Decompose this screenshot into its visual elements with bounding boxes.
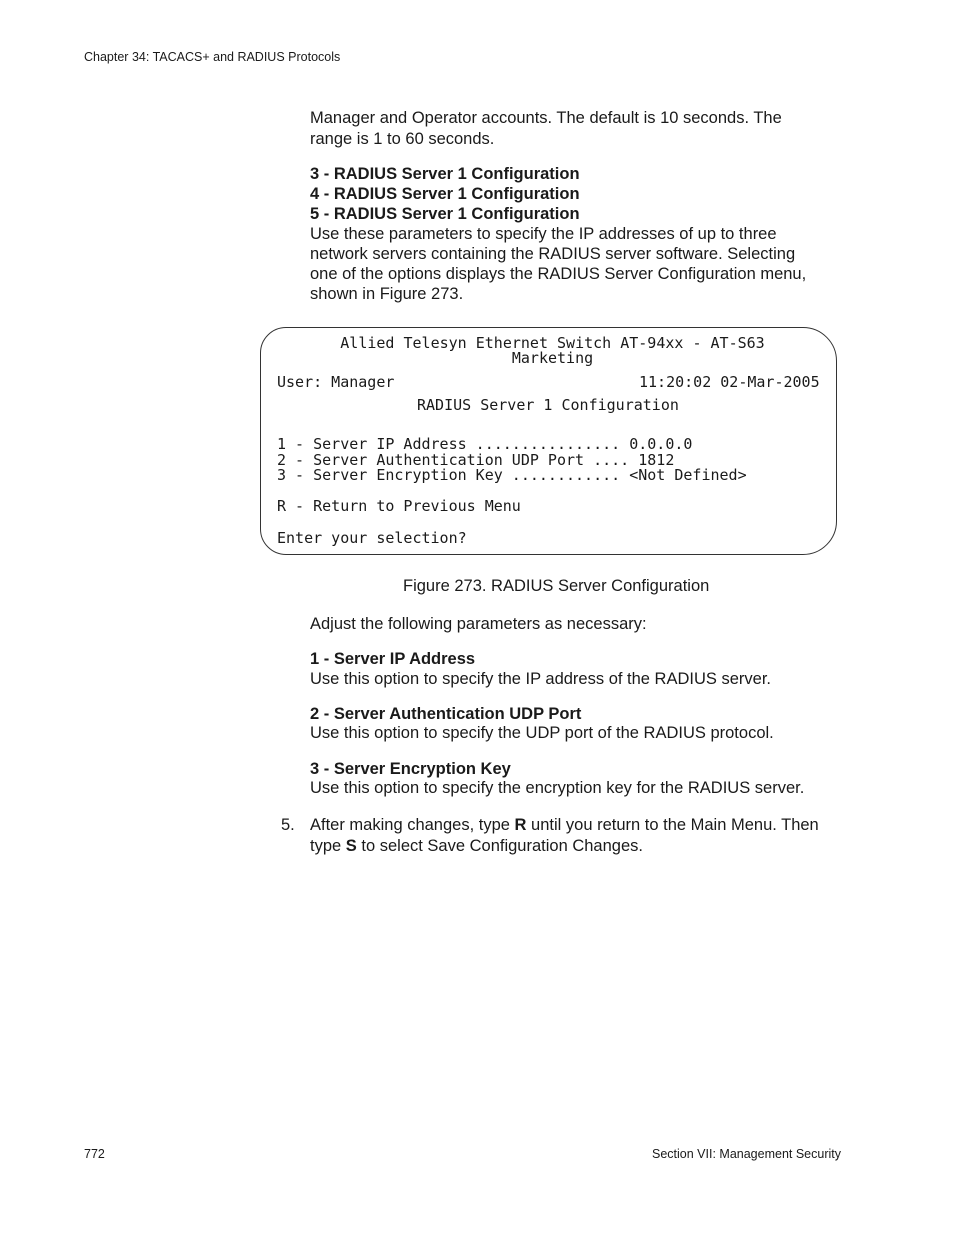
param-title-udp-port: 2 - Server Authentication UDP Port	[310, 705, 582, 723]
description-line: network servers containing the RADIUS server software. Selecting	[310, 245, 796, 263]
running-header: Chapter 34: TACACS+ and RADIUS Protocols	[84, 50, 341, 64]
step-text: After making changes, type	[310, 816, 515, 834]
param-desc-encryption-key: Use this option to specify the encryption key for the RADIUS server.	[310, 779, 805, 797]
step-text: until you return to the Main Menu. Then	[526, 816, 819, 834]
description-line: Use these parameters to specify the IP addresses of up to three	[310, 225, 777, 243]
description-line: shown in Figure 273.	[310, 285, 464, 303]
param-desc-ip: Use this option to specify the IP address of the RADIUS server.	[310, 670, 772, 688]
intro-line: range is 1 to 60 seconds.	[310, 130, 495, 148]
terminal-menu-item-3[interactable]: 3 - Server Encryption Key ............ <Not Defined>	[277, 466, 747, 484]
figure-caption: Figure 273. RADIUS Server Configuration	[403, 577, 710, 595]
step-line	[310, 815, 850, 836]
terminal-title: Allied Telesyn Ethernet Switch AT-94xx - AT-S63	[340, 334, 765, 352]
description-line: one of the options displays the RADIUS Server Configuration menu,	[310, 265, 807, 283]
intro-line: Manager and Operator accounts. The default is 10 seconds. The	[310, 109, 782, 127]
terminal-datetime: 11:20:02 02-Mar-2005	[639, 373, 820, 391]
terminal-user: User: Manager	[277, 373, 395, 391]
options-description	[310, 224, 850, 304]
key-r: R	[514, 816, 527, 834]
option-heading-3: 3 - RADIUS Server 1 Configuration	[310, 165, 580, 183]
step-text: to select Save Configuration Changes.	[356, 837, 643, 855]
step-number: 5.	[281, 816, 295, 834]
option-heading-4: 4 - RADIUS Server 1 Configuration	[310, 185, 580, 203]
step-5-text	[310, 815, 850, 857]
running-footer-section: Section VII: Management Security	[652, 1147, 841, 1161]
intro-paragraph	[310, 108, 850, 150]
option-heading-5: 5 - RADIUS Server 1 Configuration	[310, 205, 580, 223]
terminal-return-option[interactable]: R - Return to Previous Menu	[277, 497, 521, 515]
terminal-prompt[interactable]: Enter your selection?	[277, 529, 467, 547]
step-text: type	[310, 837, 346, 855]
key-s: S	[345, 837, 357, 855]
param-title-ip: 1 - Server IP Address	[310, 650, 476, 668]
step-line	[310, 836, 850, 857]
terminal-menu-item-1[interactable]: 1 - Server IP Address ................ 0.0.0.0	[277, 435, 693, 453]
param-desc-udp-port: Use this option to specify the UDP port of the RADIUS protocol.	[310, 724, 774, 742]
terminal-menu-title: RADIUS Server 1 Configuration	[417, 396, 679, 414]
terminal-subtitle: Marketing	[511, 349, 594, 367]
page-number: 772	[84, 1147, 105, 1161]
terminal-menu-item-2[interactable]: 2 - Server Authentication UDP Port .... 1812	[277, 451, 675, 469]
adjust-paragraph: Adjust the following parameters as necessary:	[310, 615, 647, 633]
param-title-encryption-key: 3 - Server Encryption Key	[310, 760, 511, 778]
